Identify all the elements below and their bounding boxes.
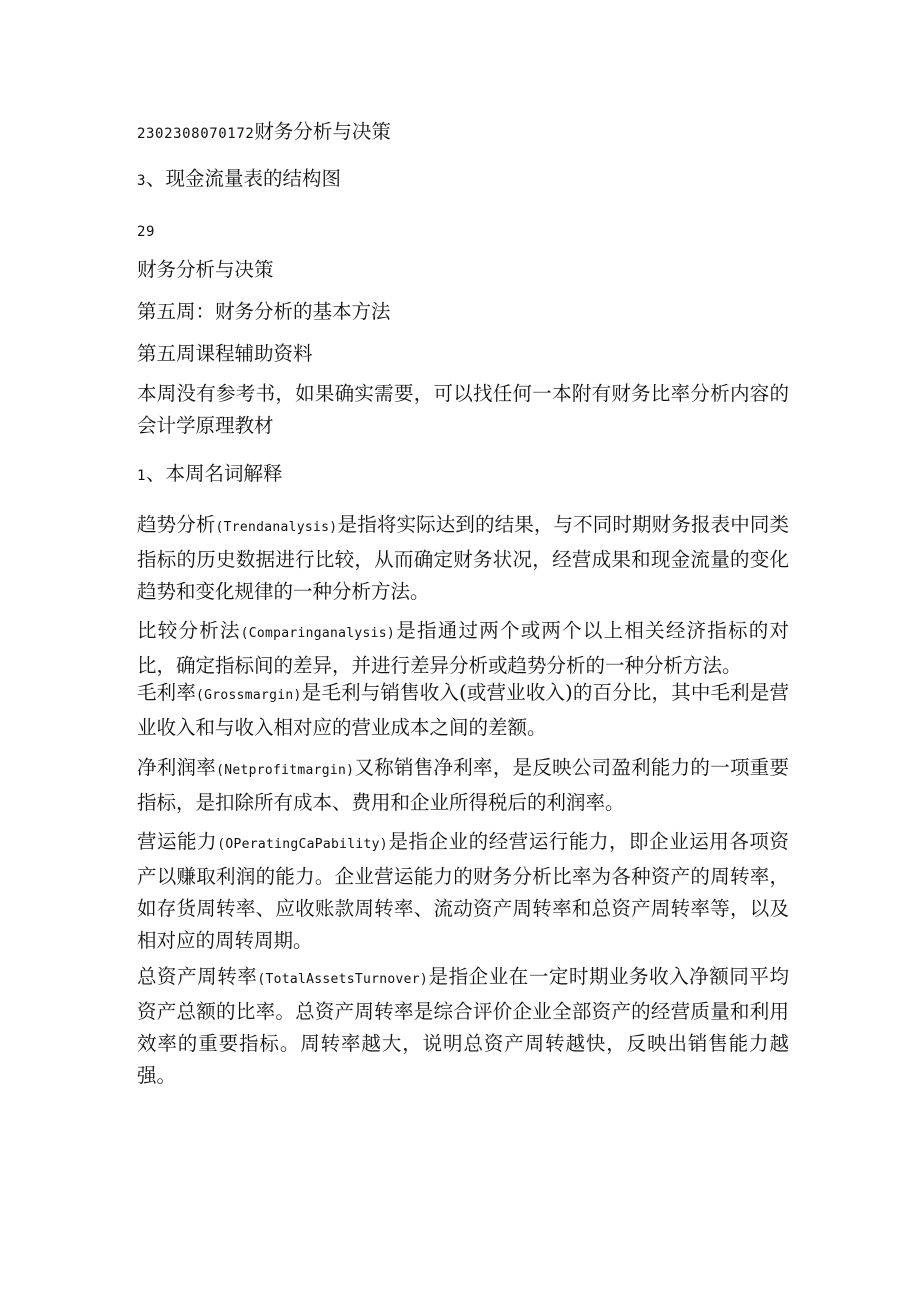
week-materials-heading: 第五周课程辅助资料: [137, 342, 313, 365]
section-number: 1: [137, 468, 147, 484]
term-definition: [137, 752, 789, 819]
document-header-title: 财务分析与决策: [254, 120, 391, 143]
section-heading-3: [137, 163, 792, 197]
term-english: (Netprofitmargin): [216, 763, 355, 778]
term-definition: [137, 509, 789, 608]
term-text: 是指将实际达到的结果，与不同时期财务报表中同类指标的历史数据进行比较，从而确定财务状况，经营成果和现金流量的变化趋势和变化规律的一种分析方法。: [137, 513, 789, 603]
course-title: 财务分析与决策: [137, 258, 274, 281]
term-text: 是指通过两个或两个以上相关经济指标的对比，确定指标间的差异，并进行差异分析或趋势分析的一种分析方法。: [137, 619, 789, 677]
term-english: (Grossmargin): [195, 688, 302, 703]
term-definition: [137, 615, 789, 682]
section-title: 、本周名词解释: [146, 462, 283, 485]
section-title: 、现金流量表的结构图: [146, 167, 342, 190]
term-name: 营运能力: [137, 830, 218, 853]
term-text: 是毛利与销售收入(或营业收入)的百分比，其中毛利是营业收入和与收入相对应的营业成本之间的差额。: [137, 681, 789, 739]
section-number: 3: [137, 173, 147, 189]
term-name: 趋势分析: [137, 513, 216, 536]
term-name: 比较分析法: [137, 619, 241, 642]
term-text: 又称销售净利率，是反映公司盈利能力的一项重要指标，是扣除所有成本、费用和企业所得税后的利润率。: [137, 756, 789, 814]
term-text: 是指企业在一定时期业务收入净额同平均资产总额的比率。总资产周转率是综合评价企业全部资产的经营质量和利用效率的重要指标。周转率越大，说明总资产周转越快，反映出销售能力越强。: [137, 965, 789, 1087]
term-definition: [137, 826, 789, 957]
term-english: (TotalAssetsTurnover): [257, 972, 428, 987]
term-name: 总资产周转率: [137, 965, 258, 988]
term-definition: [137, 677, 789, 744]
term-name: 毛利率: [137, 681, 196, 704]
term-english: (Trendanalysis): [215, 520, 338, 535]
intro-paragraph: 本周没有参考书，如果确实需要，可以找任何一本附有财务比率分析内容的会计学原理教材: [137, 382, 789, 437]
term-name: 净利润率: [137, 756, 217, 779]
term-english: (OPeratingCaPability): [217, 837, 388, 852]
term-definition: [137, 961, 789, 1092]
document-code: 2302308070172: [137, 126, 255, 142]
term-english: (Comparinganalysis): [240, 626, 396, 641]
week-title: 第五周：财务分析的基本方法: [137, 300, 391, 323]
section-heading-1: [137, 458, 792, 492]
document-header: [137, 116, 792, 150]
page-number: 29: [137, 224, 156, 240]
term-text: 是指企业的经营运行能力，即企业运用各项资产以赚取利润的能力。企业营运能力的财务分析比率为各种资产的周转率，如存货周转率、应收账款周转率、流动资产周转率和总资产周转率等，以及相对应的周转周期。: [137, 830, 789, 952]
